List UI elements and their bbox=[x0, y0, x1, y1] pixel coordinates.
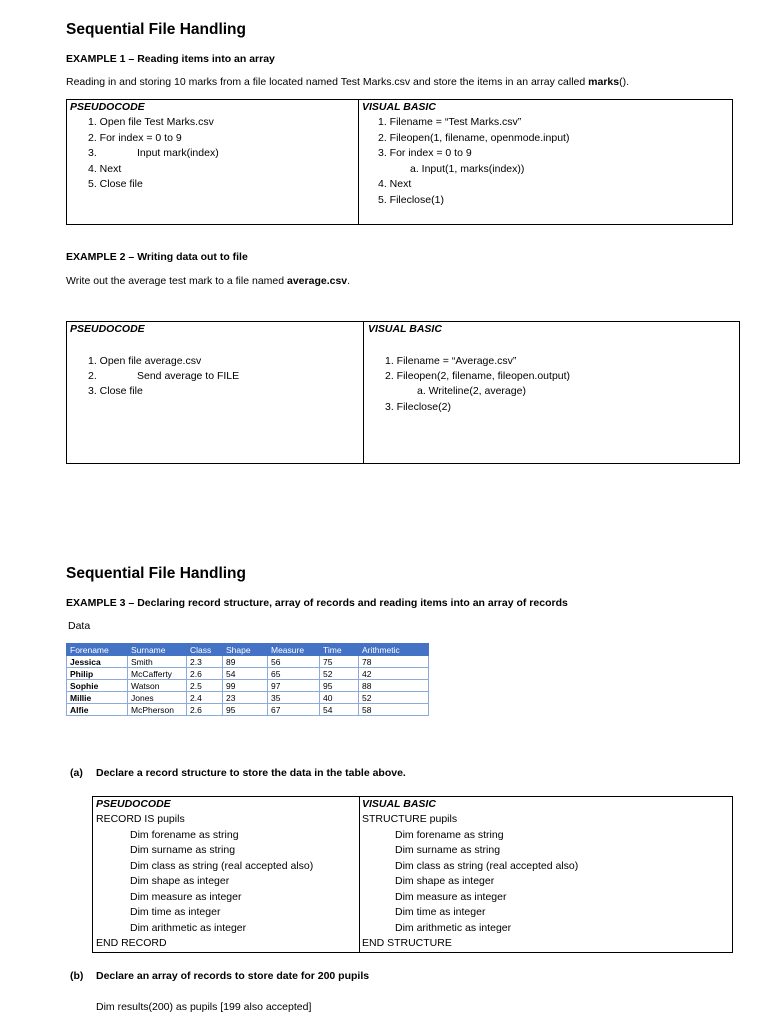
pseudo-line: Dim arithmetic as integer bbox=[130, 922, 247, 934]
pseudo-line: Dim measure as integer bbox=[130, 891, 242, 903]
example2-description bbox=[66, 275, 350, 287]
part-a-label: (a) bbox=[70, 767, 83, 779]
data-table bbox=[66, 643, 429, 716]
vb-line: Dim measure as integer bbox=[395, 891, 507, 903]
visual-basic-header: VISUAL BASIC bbox=[362, 101, 436, 113]
table-cell: Smith bbox=[128, 656, 187, 668]
vb-line: 5. Fileclose(1) bbox=[378, 194, 444, 206]
column-header: Shape bbox=[223, 644, 268, 656]
vb-line: a. Writeline(2, average) bbox=[417, 385, 526, 397]
table-cell: 54 bbox=[320, 704, 359, 716]
column-divider bbox=[363, 322, 364, 463]
example1-code-box bbox=[66, 99, 733, 225]
pseudocode-header: PSEUDOCODE bbox=[70, 323, 145, 335]
table-cell: 58 bbox=[359, 704, 429, 716]
vb-line: 2. Fileopen(2, filename, fileopen.output) bbox=[385, 370, 571, 382]
table-cell: 2.4 bbox=[187, 692, 223, 704]
table-cell: Watson bbox=[128, 680, 187, 692]
desc-text-end: . bbox=[347, 275, 351, 287]
column-header: Arithmetic bbox=[359, 644, 429, 656]
column-header: Time bbox=[320, 644, 359, 656]
vb-line: Dim arithmetic as integer bbox=[395, 922, 512, 934]
column-divider bbox=[358, 100, 359, 224]
vb-line: 3. For index = 0 to 9 bbox=[378, 147, 472, 159]
pseudo-line: 3. Close file bbox=[88, 385, 143, 397]
vb-line: Dim forename as string bbox=[395, 829, 504, 841]
pseudo-line: Send average to FILE bbox=[137, 370, 240, 382]
table-cell: 52 bbox=[320, 668, 359, 680]
table-row bbox=[67, 704, 429, 716]
table-cell: 40 bbox=[320, 692, 359, 704]
section-title: Sequential File Handling bbox=[66, 565, 246, 582]
table-row bbox=[67, 668, 429, 680]
pseudo-line: 1. Open file average.csv bbox=[88, 355, 202, 367]
table-row bbox=[67, 692, 429, 704]
desc-text-end: (). bbox=[619, 76, 630, 88]
table-cell: 54 bbox=[223, 668, 268, 680]
vb-line: 3. Fileclose(2) bbox=[385, 401, 451, 413]
table-cell: 42 bbox=[359, 668, 429, 680]
table-cell: Sophie bbox=[67, 680, 128, 692]
part-a-question: Declare a record structure to store the data in the table above. bbox=[96, 767, 406, 779]
pseudo-line: Dim shape as integer bbox=[130, 875, 230, 887]
page-title: Sequential File Handling bbox=[66, 21, 246, 38]
table-cell: 75 bbox=[320, 656, 359, 668]
table-header-row bbox=[67, 644, 429, 656]
pseudo-line: Dim time as integer bbox=[130, 906, 221, 918]
table-cell: McPherson bbox=[128, 704, 187, 716]
table-cell: 95 bbox=[223, 704, 268, 716]
pseudo-line: Dim class as string (real accepted also) bbox=[130, 860, 314, 872]
vb-line: Dim time as integer bbox=[395, 906, 486, 918]
column-header: Measure bbox=[268, 644, 320, 656]
pseudo-line: 4. Next bbox=[88, 163, 122, 175]
table-cell: 2.6 bbox=[187, 704, 223, 716]
example1-heading: EXAMPLE 1 – Reading items into an array bbox=[66, 53, 275, 65]
example2-heading: EXAMPLE 2 – Writing data out to file bbox=[66, 251, 248, 263]
table-cell: 35 bbox=[268, 692, 320, 704]
vb-line: Dim class as string (real accepted also) bbox=[395, 860, 579, 872]
pseudo-line: 5. Close file bbox=[88, 178, 143, 190]
pseudo-line: 2. For index = 0 to 9 bbox=[88, 132, 182, 144]
part-b-question: Declare an array of records to store date for 200 pupils bbox=[96, 970, 370, 982]
pseudo-line: 3. bbox=[88, 147, 97, 159]
vb-line: 2. Fileopen(1, filename, openmode.input) bbox=[378, 132, 570, 144]
table-row bbox=[67, 680, 429, 692]
example3-heading: EXAMPLE 3 – Declaring record structure, array of records and reading items into an array of records bbox=[66, 597, 568, 609]
example1-description bbox=[66, 76, 629, 88]
table-cell: 23 bbox=[223, 692, 268, 704]
table-cell: 65 bbox=[268, 668, 320, 680]
visual-basic-header: VISUAL BASIC bbox=[362, 798, 436, 810]
table-cell: 78 bbox=[359, 656, 429, 668]
part-b-answer: Dim results(200) as pupils [199 also accepted] bbox=[96, 1001, 312, 1013]
pseudo-line: END RECORD bbox=[96, 937, 167, 949]
table-cell: 88 bbox=[359, 680, 429, 692]
table-row bbox=[67, 656, 429, 668]
pseudo-line: Dim surname as string bbox=[130, 844, 236, 856]
table-cell: 2.5 bbox=[187, 680, 223, 692]
column-header: Surname bbox=[128, 644, 187, 656]
vb-line: 1. Filename = “Average.csv” bbox=[385, 355, 517, 367]
column-divider bbox=[359, 797, 360, 952]
desc-text: Write out the average test mark to a file named bbox=[66, 275, 287, 287]
pseudocode-header: PSEUDOCODE bbox=[96, 798, 171, 810]
table-cell: McCafferty bbox=[128, 668, 187, 680]
vb-line: 1. Filename = “Test Marks.csv” bbox=[378, 116, 522, 128]
table-cell: 95 bbox=[320, 680, 359, 692]
part-b-label: (b) bbox=[70, 970, 84, 982]
desc-bold: marks bbox=[588, 76, 620, 88]
desc-text: Reading in and storing 10 marks from a file located named Test Marks.csv and store the items in an array called bbox=[66, 76, 589, 88]
pseudo-line: 2. bbox=[88, 370, 97, 382]
data-label: Data bbox=[68, 620, 91, 632]
table-cell: 56 bbox=[268, 656, 320, 668]
table-cell: 89 bbox=[223, 656, 268, 668]
pseudo-line: 1. Open file Test Marks.csv bbox=[88, 116, 214, 128]
table-cell: 2.3 bbox=[187, 656, 223, 668]
vb-line: Dim surname as string bbox=[395, 844, 501, 856]
table-cell: Jessica bbox=[67, 656, 128, 668]
visual-basic-header: VISUAL BASIC bbox=[368, 323, 442, 335]
record-structure-box bbox=[92, 796, 733, 953]
vb-line: a. Input(1, marks(index)) bbox=[410, 163, 525, 175]
vb-line: STRUCTURE pupils bbox=[362, 813, 458, 825]
table-cell: 99 bbox=[223, 680, 268, 692]
column-header: Forename bbox=[67, 644, 128, 656]
table-cell: Millie bbox=[67, 692, 128, 704]
desc-bold: average.csv bbox=[287, 275, 348, 287]
table-cell: Alfie bbox=[67, 704, 128, 716]
table-cell: 67 bbox=[268, 704, 320, 716]
table-cell: Jones bbox=[128, 692, 187, 704]
table-cell: Philip bbox=[67, 668, 128, 680]
example2-code-box bbox=[66, 321, 740, 464]
vb-line: Dim shape as integer bbox=[395, 875, 495, 887]
pseudocode-header: PSEUDOCODE bbox=[70, 101, 145, 113]
table-cell: 2.6 bbox=[187, 668, 223, 680]
pseudo-line: Input mark(index) bbox=[137, 147, 219, 159]
pseudo-line: RECORD IS pupils bbox=[96, 813, 185, 825]
vb-line: 4. Next bbox=[378, 178, 412, 190]
table-cell: 97 bbox=[268, 680, 320, 692]
table-cell: 52 bbox=[359, 692, 429, 704]
column-header: Class bbox=[187, 644, 223, 656]
pseudo-line: Dim forename as string bbox=[130, 829, 239, 841]
vb-line: END STRUCTURE bbox=[362, 937, 452, 949]
